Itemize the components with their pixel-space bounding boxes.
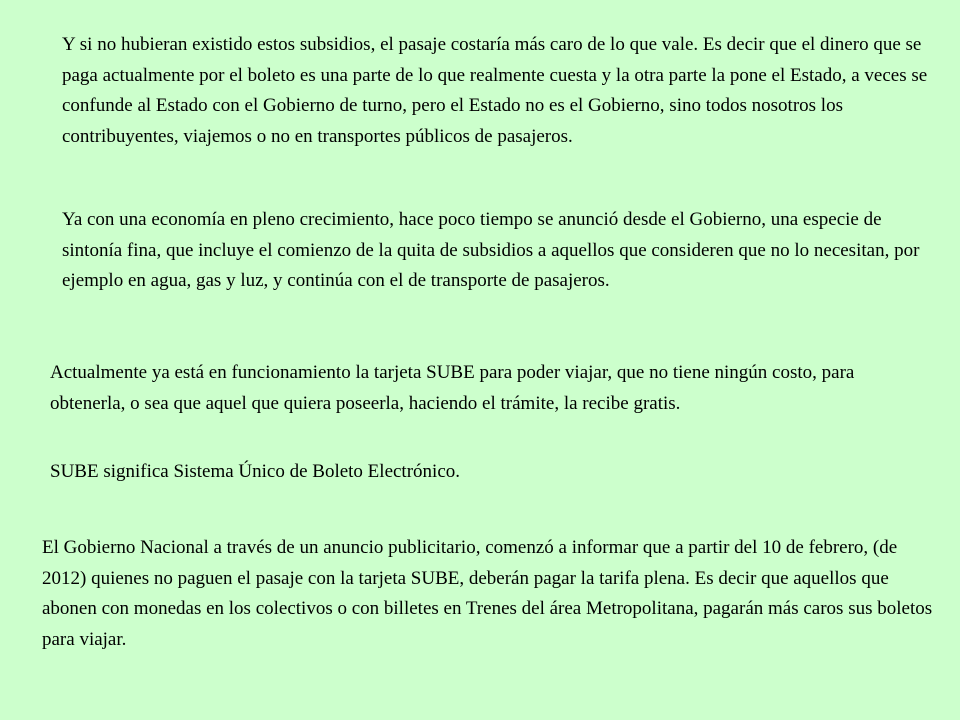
paragraph-subsidios: Y si no hubieran existido estos subsidios, el pasaje costaría más caro de lo que vale. Es decir que el dinero que se paga actualmente por el boleto es una parte de lo que realmente cuesta y la otra parte la pone el Estado, a veces se confunde al Estado con el Gobierno de turno, pero el Estado no es el Gobierno, sino todos nosotros los contribuyentes, viajemos o no en transportes públicos de pasajeros.	[62, 34, 928, 147]
paragraph-tarjeta-sube: Actualmente ya está en funcionamiento la tarjeta SUBE para poder viajar, que no tiene ningún costo, para obtenerla, o sea que aquel que quiera poseerla, haciendo el trámite, la recibe gratis.	[50, 362, 855, 414]
paragraph-sube-significado: SUBE significa Sistema Único de Boleto Electrónico.	[50, 461, 461, 482]
paragraph-gobierno-anuncio: El Gobierno Nacional a través de un anuncio publicitario, comenzó a informar que a partir del 10 de febrero, (de 2012) quienes no paguen el pasaje con la tarjeta SUBE, deberán pagar la tarifa plena. Es decir que aquellos que abonen con monedas en los colectivos o con billetes en Trenes del área Metropolitana, pagarán más caros sus boletos para viajar.	[42, 537, 933, 650]
paragraph-sintonia-fina: Ya con una economía en pleno crecimiento, hace poco tiempo se anunció desde el Gobierno, una especie de sintonía fina, que incluye el comienzo de la quita de subsidios a aquellos que consideren que no lo necesitan, por ejemplo en agua, gas y luz, y continúa con el de transporte de pasajeros.	[62, 209, 920, 291]
